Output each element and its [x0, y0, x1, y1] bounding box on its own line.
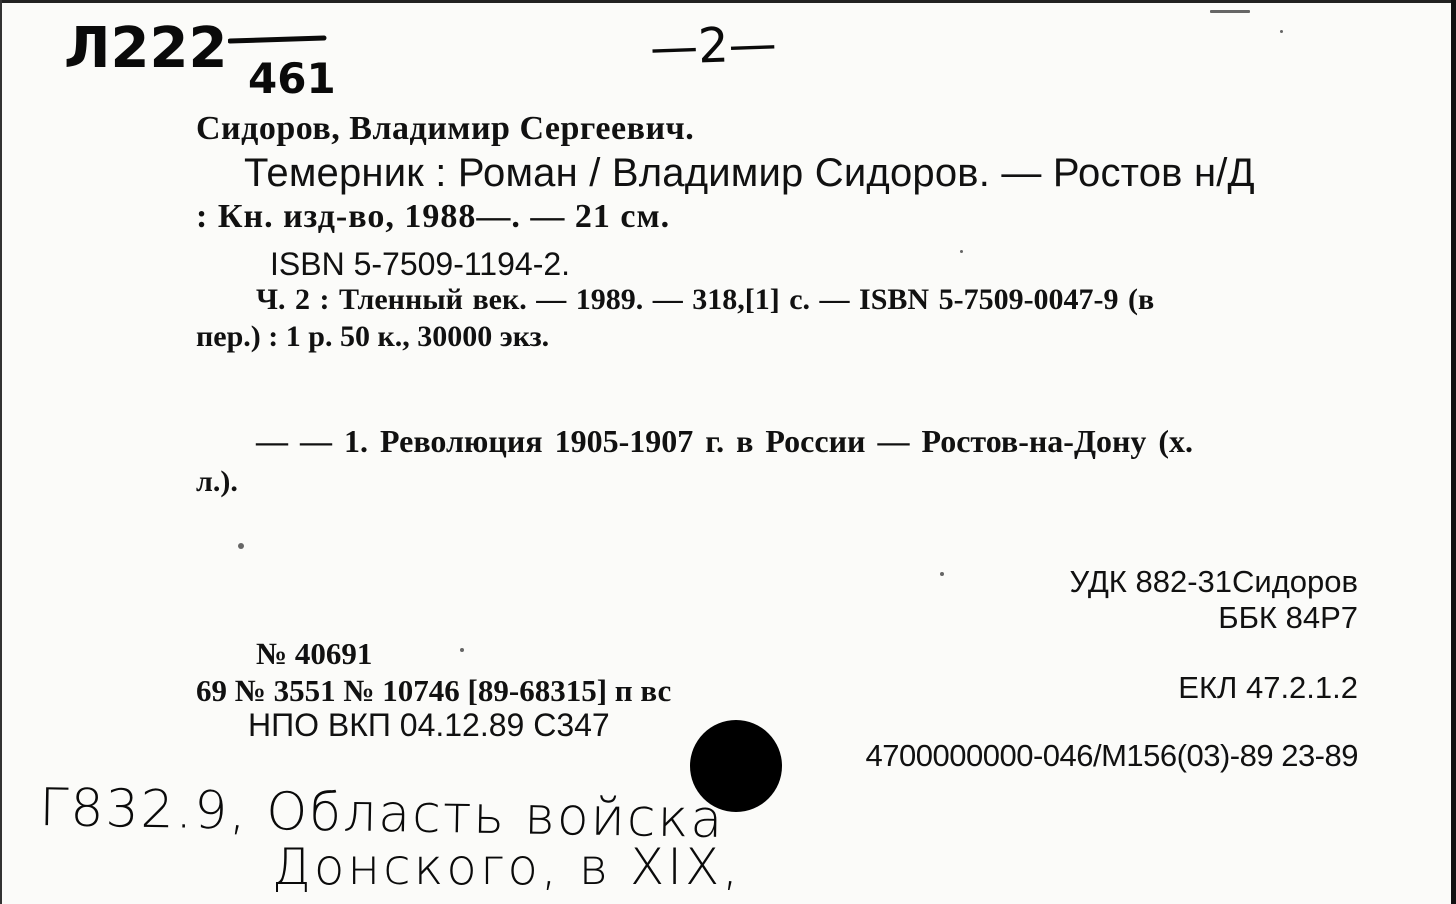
scan-speck: [940, 572, 944, 576]
subject-heading-line-1: — — 1. Революция 1905-1907 г. в России — Ростов-на-Дону (х.: [256, 423, 1194, 459]
handwritten-note-line-1: Г832.9, Область войска: [38, 778, 725, 850]
card-left-edge: [0, 0, 2, 904]
ekl-code: ЕКЛ 47.2.1.2: [1178, 670, 1358, 705]
part-statement-line-2: пер.) : 1 р. 50 к., 30000 экз.: [196, 320, 550, 353]
title-statement-line-1: Темерник : Роман / Владимир Сидоров. — Ростов н/Д: [244, 151, 1255, 195]
card-right-edge: [1451, 0, 1456, 904]
catalog-code: 4700000000-046/М156(03)-89 23-89: [865, 738, 1358, 773]
bbk-code: ББК 84Р7: [1218, 600, 1358, 635]
scan-speck: [1210, 10, 1250, 13]
handwritten-call-number-top: Л222: [64, 16, 228, 81]
order-line: 69 № 3551 № 10746 [89-68315] п вс: [196, 673, 672, 708]
publisher-line: НПО ВКП 04.12.89 С347: [248, 707, 610, 743]
subject-heading-line-2: л.).: [196, 465, 238, 498]
handwritten-page-mark: —2—: [649, 15, 778, 77]
part-statement-line-1: Ч. 2 : Тленный век. — 1989. — 318,[1] с. — ISBN 5-7509-0047-9 (в: [256, 283, 1155, 316]
card-number: № 40691: [256, 636, 373, 671]
call-number-fraction-bar: [228, 34, 328, 46]
title-statement-line-2: : Кн. изд-во, 1988—. — 21 см.: [196, 198, 671, 235]
udk-code: УДК 882-31Сидоров: [1069, 564, 1358, 599]
isbn-main: ISBN 5-7509-1194-2.: [270, 246, 571, 282]
scan-speck: [1280, 30, 1283, 33]
handwritten-call-number-bottom: 461: [248, 54, 336, 103]
scan-speck: [238, 543, 244, 549]
scan-speck: [960, 250, 963, 253]
handwritten-note-line-2: Донского, в XIX,: [272, 838, 742, 896]
card-top-edge: [0, 0, 1456, 3]
scan-speck: [460, 648, 464, 652]
author-heading: Сидоров, Владимир Сергеевич.: [196, 110, 695, 147]
